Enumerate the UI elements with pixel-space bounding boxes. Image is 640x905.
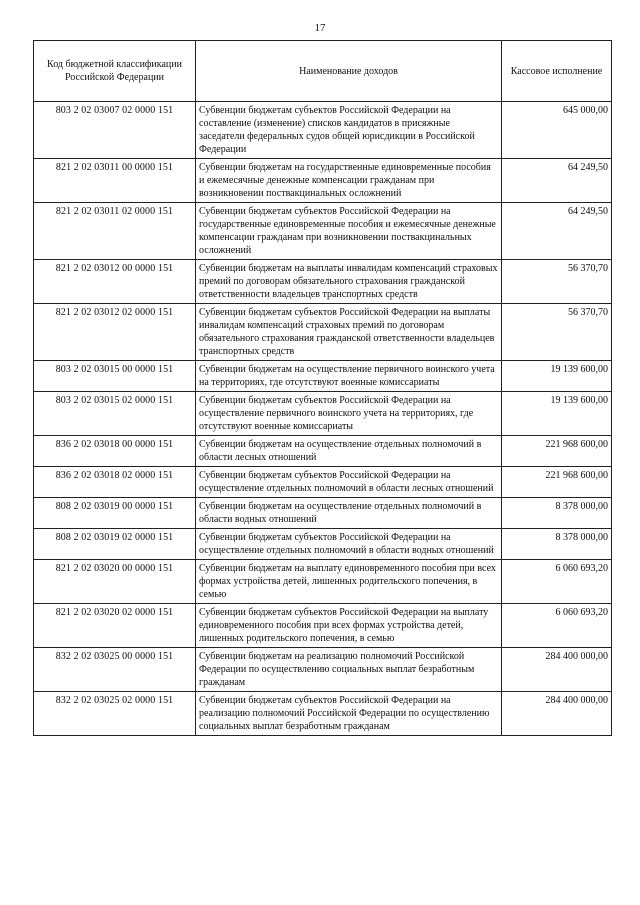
row-name: Субвенции бюджетам субъектов Российской Федерации на осуществление отдельных полномочий в области водных отношений (196, 529, 502, 560)
row-code: 821 2 02 03020 00 0000 151 (34, 560, 196, 604)
table-row (34, 304, 612, 361)
row-code: 803 2 02 03015 02 0000 151 (34, 392, 196, 436)
row-code: 832 2 02 03025 00 0000 151 (34, 648, 196, 692)
row-amount: 19 139 600,00 (502, 361, 612, 392)
table-header-row (34, 41, 612, 102)
row-code: 808 2 02 03019 00 0000 151 (34, 498, 196, 529)
table-row (34, 436, 612, 467)
row-amount: 284 400 000,00 (502, 648, 612, 692)
table-row (34, 560, 612, 604)
row-amount: 56 370,70 (502, 260, 612, 304)
table-body (34, 102, 612, 736)
table-row (34, 260, 612, 304)
table-row (34, 529, 612, 560)
row-name: Субвенции бюджетам субъектов Российской Федерации на составление (изменение) списков кандидатов в присяжные заседатели федеральных судов общей юрисдикции в Российской Федерации (196, 102, 502, 159)
table-row (34, 498, 612, 529)
header-amount: Кассовое исполнение (502, 41, 612, 102)
table-row (34, 604, 612, 648)
row-amount: 8 378 000,00 (502, 529, 612, 560)
page-number: 17 (314, 22, 326, 34)
header-code: Код бюджетной классификации Российской Федерации (34, 41, 196, 102)
row-amount: 221 968 600,00 (502, 436, 612, 467)
revenue-table (33, 40, 612, 736)
table-row (34, 467, 612, 498)
row-amount: 8 378 000,00 (502, 498, 612, 529)
row-name: Субвенции бюджетам на осуществление первичного воинского учета на территориях, где отсутствуют военные комиссариаты (196, 361, 502, 392)
row-name: Субвенции бюджетам на государственные единовременные пособия и ежемесячные денежные компенсации гражданам при возникновении поствакцинальных осложнений (196, 159, 502, 203)
row-code: 836 2 02 03018 00 0000 151 (34, 436, 196, 467)
row-name: Субвенции бюджетам субъектов Российской Федерации на выплаты инвалидам компенсаций страховых премий по договорам обязательного страхования гражданской ответственности владельцев транспортных средств (196, 304, 502, 361)
row-name: Субвенции бюджетам субъектов Российской Федерации на осуществление первичного воинского учета на территориях, где отсутствуют военные комиссариаты (196, 392, 502, 436)
row-code: 832 2 02 03025 02 0000 151 (34, 692, 196, 736)
table-row (34, 648, 612, 692)
row-name: Субвенции бюджетам на реализацию полномочий Российской Федерации по осуществлению социальных выплат безработным гражданам (196, 648, 502, 692)
row-amount: 6 060 693,20 (502, 604, 612, 648)
row-name: Субвенции бюджетам субъектов Российской Федерации на осуществление отдельных полномочий в области лесных отношений (196, 467, 502, 498)
table-row (34, 692, 612, 736)
row-code: 821 2 02 03011 00 0000 151 (34, 159, 196, 203)
row-amount: 19 139 600,00 (502, 392, 612, 436)
row-code: 821 2 02 03020 02 0000 151 (34, 604, 196, 648)
row-code: 803 2 02 03007 02 0000 151 (34, 102, 196, 159)
table-row (34, 392, 612, 436)
row-code: 821 2 02 03012 02 0000 151 (34, 304, 196, 361)
row-amount: 64 249,50 (502, 159, 612, 203)
row-amount: 6 060 693,20 (502, 560, 612, 604)
row-name: Субвенции бюджетам на выплаты инвалидам компенсаций страховых премий по договорам обязательного страхования гражданской ответственности владельцев транспортных средств (196, 260, 502, 304)
row-amount: 64 249,50 (502, 203, 612, 260)
row-amount: 284 400 000,00 (502, 692, 612, 736)
row-code: 836 2 02 03018 02 0000 151 (34, 467, 196, 498)
row-name: Субвенции бюджетам на осуществление отдельных полномочий в области лесных отношений (196, 436, 502, 467)
table-row (34, 361, 612, 392)
table-row (34, 159, 612, 203)
row-name: Субвенции бюджетам субъектов Российской Федерации на реализацию полномочий Российской Федерации по осуществлению социальных выплат безработным гражданам (196, 692, 502, 736)
row-name: Субвенции бюджетам на осуществление отдельных полномочий в области водных отношений (196, 498, 502, 529)
table-row (34, 102, 612, 159)
row-code: 808 2 02 03019 02 0000 151 (34, 529, 196, 560)
table-row (34, 203, 612, 260)
row-name: Субвенции бюджетам субъектов Российской Федерации на выплату единовременного пособия при всех формах устройства детей, лишенных родительского попечения, в семью (196, 604, 502, 648)
row-code: 803 2 02 03015 00 0000 151 (34, 361, 196, 392)
row-name: Субвенции бюджетам субъектов Российской Федерации на государственные единовременные пособия и ежемесячные денежные компенсации гражданам при возникновении поствакцинальных осложнений (196, 203, 502, 260)
row-amount: 56 370,70 (502, 304, 612, 361)
row-amount: 645 000,00 (502, 102, 612, 159)
row-name: Субвенции бюджетам на выплату единовременного пособия при всех формах устройства детей, лишенных родительского попечения, в семью (196, 560, 502, 604)
row-code: 821 2 02 03012 00 0000 151 (34, 260, 196, 304)
header-name: Наименование доходов (196, 41, 502, 102)
row-code: 821 2 02 03011 02 0000 151 (34, 203, 196, 260)
row-amount: 221 968 600,00 (502, 467, 612, 498)
